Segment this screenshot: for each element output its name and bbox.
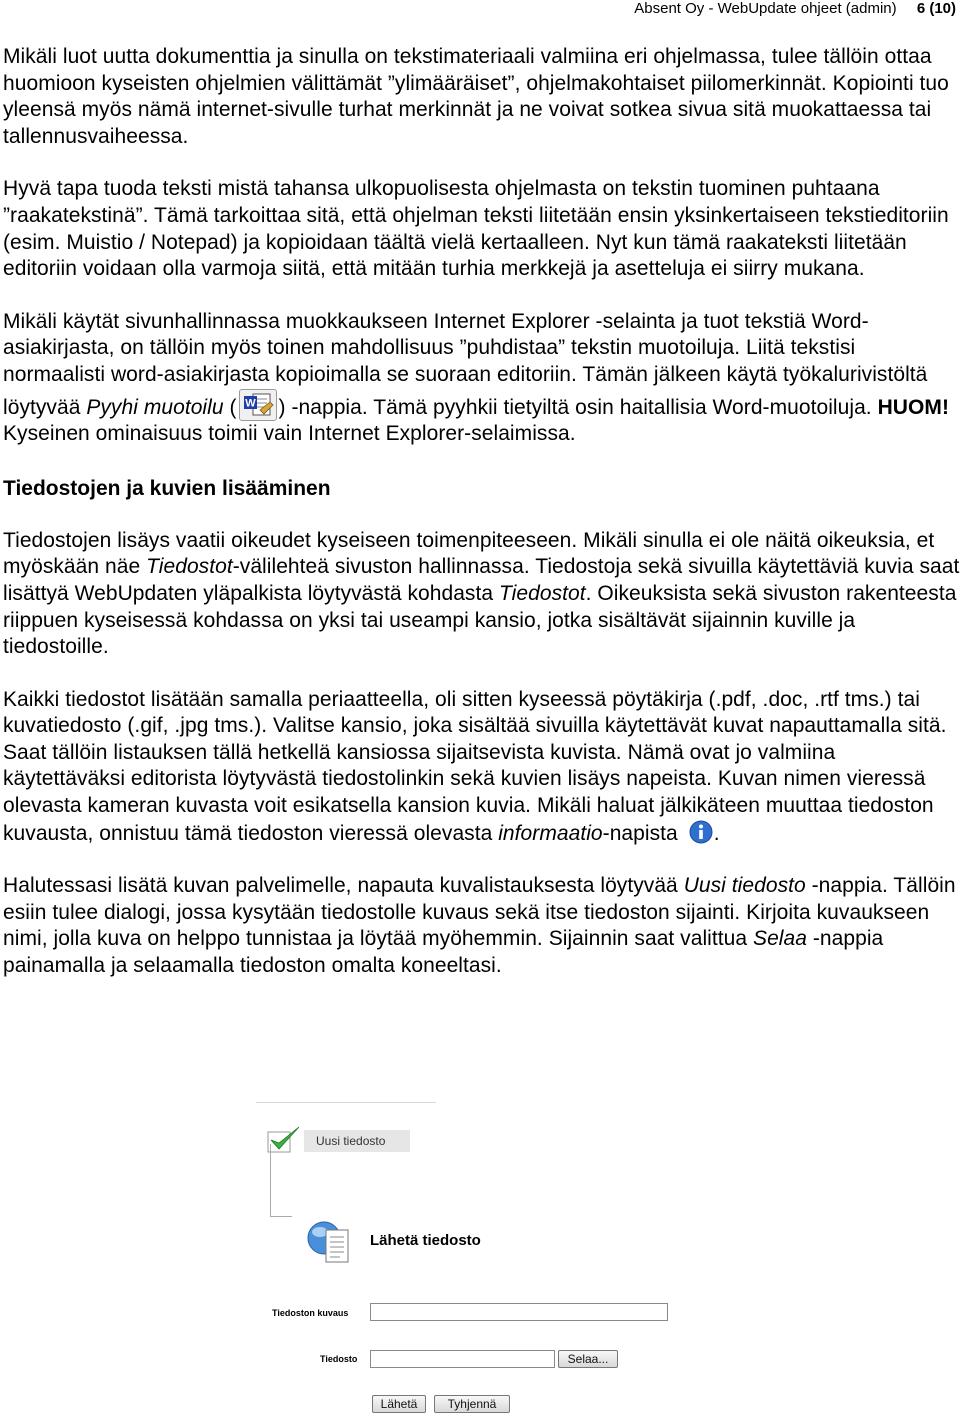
page-header [634, 0, 956, 18]
section-heading: Tiedostojen ja kuvien lisääminen [3, 476, 331, 500]
paragraph-hidden-markup: Mikäli luot uutta dokumenttia ja sinulla on tekstimateriaali valmiina eri ohjelmassa, tulee tällöin ottaa huomioon kyseisten ohjelmien välittämät ”ylimääräiset”, ohjelmakohtaiset piilomerkinnät. Kopiointi tuo yleensä myös nämä internet-sivulle turhat merkinnät ja ne voivat sotkea sivua sitä muokattaessa tai tallennusvaiheessa. [3, 45, 949, 148]
emphasis-info: informaatio [498, 821, 603, 845]
dialog-title: Lähetä tiedosto [370, 1232, 481, 1249]
emphasis-files: Tiedostot [498, 581, 586, 605]
clear-button[interactable]: Tyhjennä [434, 1395, 510, 1413]
document-body [3, 44, 960, 1006]
text-run: -nappia. Tällöin esiin tulee dialogi, jossa kysytään tiedostolle kuvaus sekä itse tiedoston sijainti. Kirjoita kuvaukseen nimi, jolla kuva on helppo tunnistaa ja löytää myöhemmin. Sijainnin saat valittua [3, 874, 956, 951]
clear-formatting-icon [239, 389, 277, 421]
send-button[interactable]: Lähetä [372, 1395, 426, 1413]
file-label: Tiedosto [320, 1354, 358, 1364]
text-run: ( [223, 395, 237, 419]
checkmark-icon [266, 1124, 302, 1161]
text-run: Mikäli käytät sivunhallinnassa muokkaukseen Internet Explorer -selainta ja tuot tekstiä Word-asiakirjasta, on tällöin myös toinen mahdollisuus ”puhdistaa” tekstin muotoiluja. Liitä tekstisi normaalisti word-asiakirjasta kopioimalla se suoraan editoriin. Tämän jälkeen käytä työkalurivistöltä löytyvää [3, 309, 928, 419]
header-company: Absent Oy [634, 0, 705, 17]
description-label: Tiedoston kuvaus [272, 1308, 349, 1318]
text-run: . Oikeuksista sekä sivuston rakenteesta riippuen kyseisessä kohdassa on yksi tai useampi kansio, jotka sisältävät sijainnin kuville ja tiedostoille. [3, 581, 957, 659]
emphasis-browse: Selaa [753, 927, 807, 951]
description-input[interactable] [370, 1303, 668, 1321]
tree-line [270, 1216, 292, 1217]
new-file-button[interactable]: Uusi tiedosto [304, 1130, 410, 1152]
text-run: -välilehteä sivuston hallinnassa. Tiedostoja sekä sivuilla käytettäviä kuvia saat lisättyä WebUpdaten yläpalkista löytyvästä kohdasta [3, 555, 960, 605]
paragraph-file-rights [3, 528, 960, 661]
text-run: Halutessasi lisätä kuvan palvelimelle, napauta kuvalistauksesta löytyvää [3, 874, 684, 898]
emphasis-new-file: Uusi tiedosto [683, 874, 806, 898]
text-run: . [713, 821, 720, 845]
text-run: ) -nappia. Tämä pyyhkii tietyiltä osin haitallisia Word-muotoiluja. [278, 395, 878, 419]
text-run: Kyseinen ominaisuus toimii vain Internet Explorer-selaimissa. [3, 422, 576, 446]
emphasis-files-tab: Tiedostot [146, 555, 233, 579]
tree-line [270, 1144, 271, 1216]
text-run: -nappia painamalla ja selaamalla tiedoston omalta koneeltasi. [3, 927, 884, 978]
header-doc-title: WebUpdate ohjeet (admin) [717, 0, 897, 17]
paragraph-word-cleanup [3, 309, 960, 448]
paragraph-raw-text: Hyvä tapa tuoda teksti mistä tahansa ulkopuolisesta ohjelmasta on tekstin tuominen puhtaana ”raakatekstinä”. Tämä tarkoittaa sitä, että ohjelman teksti liitetään ensin yksinkertaiseen tekstieditoriin (esim. Muistio / Notepad) ja kopioidaan täältä vielä kertaalleen. Nyt kun tämä raakateksti liitetään editoriin voidaan olla varmoja siitä, että mitään turhia merkkejä ja asetteluja ei siirry mukana. [3, 177, 949, 281]
divider [256, 1102, 436, 1103]
text-run: -napista [602, 821, 678, 845]
text-run: Kaikki tiedostot lisätään samalla periaatteella, oli sitten kyseessä pöytäkirja (.pdf, .doc, .rtf tms.) tai kuvatiedosto (.gif, .jpg tms.). Valitse kansio, joka sisältää sivuilla käytettävät kuvat napauttamalla sitä. Saat tällöin listauksen tällä hetkellä kansiossa sijaitsevista kuvista. Nämä ovat jo valmiina käytettäväksi editorista löytyvästä tiedostolinkin sekä kuvien lisäys napeista. Kuvan nimen vieressä olevasta kameran kuvasta voit esikatsella kansion kuvia. Mikäli haluat jälkikäteen muuttaa tiedoston kuvausta, onnistuu tämä tiedoston vieressä olevasta [3, 687, 947, 845]
paragraph-new-file [3, 873, 960, 979]
header-page-number: 6 (10) [916, 0, 956, 17]
browse-button[interactable]: Selaa... [558, 1350, 618, 1368]
file-path-input[interactable] [370, 1350, 555, 1368]
text-run: Tiedostojen lisäys vaatii oikeudet kyseiseen toimenpiteeseen. Mikäli sinulla ei ole näitä oikeuksia, et myöskään näe [3, 528, 935, 579]
info-icon [688, 820, 714, 844]
notice-label: HUOM! [877, 395, 949, 419]
header-separator: - [708, 0, 714, 17]
file-upload-icon [302, 1214, 352, 1275]
upload-dialog-screenshot [250, 1100, 690, 1420]
emphasis-clear-format: Pyyhi muotoilu [86, 395, 224, 419]
svg-text:W: W [244, 397, 256, 410]
paragraph-adding-files [3, 687, 960, 848]
